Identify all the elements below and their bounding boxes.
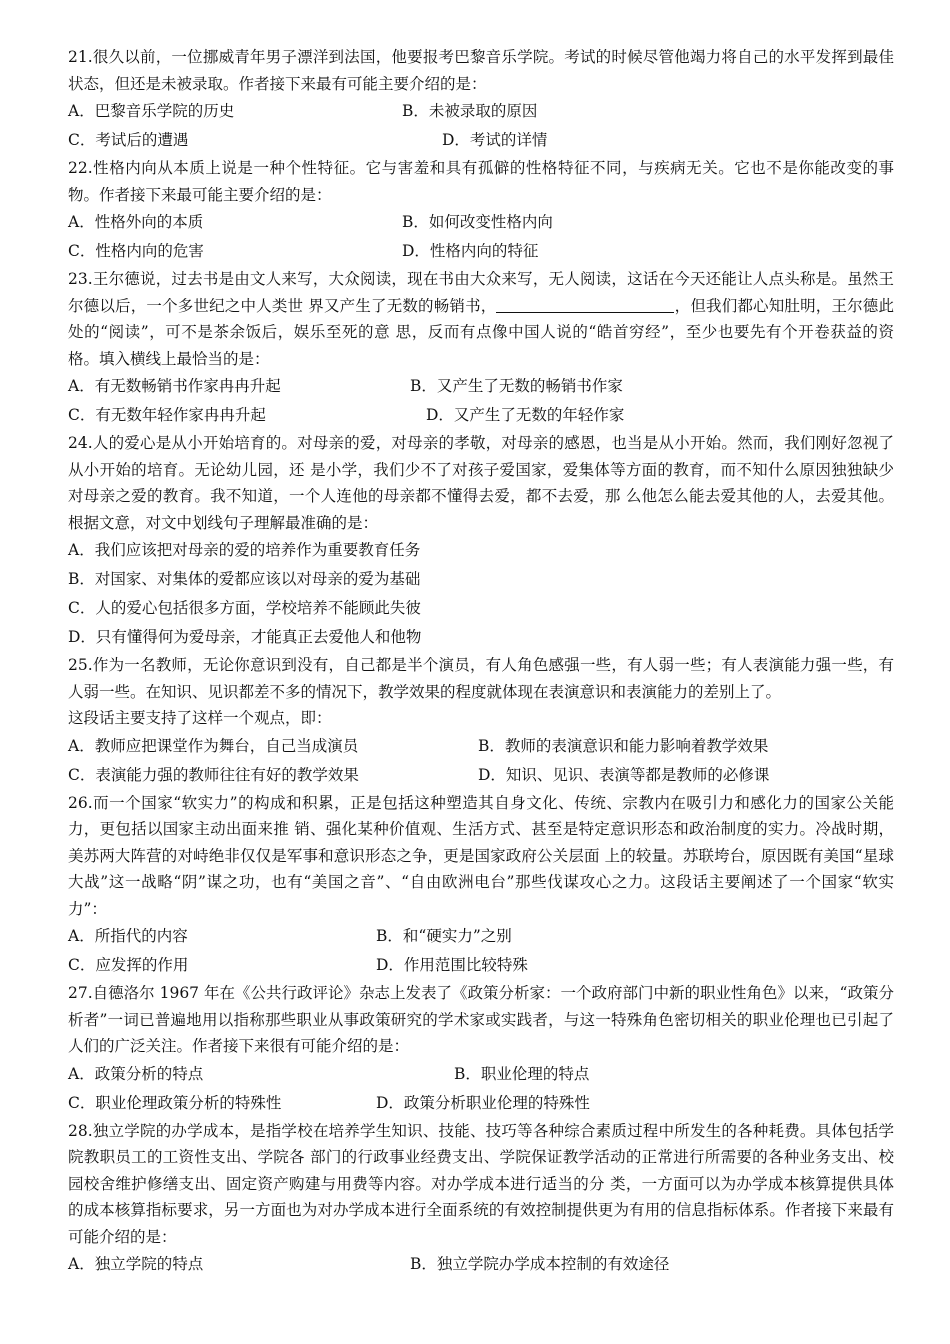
question-25-options-row2 [68,761,894,790]
option-21-b: B．未被录取的原因 [402,102,538,121]
option-24-d-row [68,623,894,652]
option-27-a: A．政策分析的特点 [68,1064,204,1083]
question-25-prompt: 这段话主要支持了这样一个观点，即： [68,709,332,727]
option-24-c-row [68,594,894,623]
question-23-stem [68,266,894,372]
option-27-c: C．职业伦理政策分析的特殊性 [68,1093,282,1112]
option-28-b: B．独立学院办学成本控制的有效途径 [410,1255,670,1274]
option-27-b: B．职业伦理的特点 [454,1064,590,1083]
option-25-d: D．知识、见识、表演等都是教师的必修课 [478,765,770,784]
exam-page [68,44,894,1279]
option-24-c: C．人的爱心包括很多方面，学校培养不能顾此失彼 [68,599,421,618]
question-28-stem: 28.独立学院的办学成本，是指学校在培养学生知识、技能、技巧等各种综合素质过程中所发生的各种耗费。具体包括学院教职员工的工资性支出、学院各 部门的行政事业经费支出、学院保证教学活动的正常进行所需要的各种业务支出、校园校舍维护修缮支出、固定资产购建与用费等内容。对办学成本进行适当的分 类，一方面可以为办学成本核算提供具体的成本核算指标要求，另一方面也为对办学成本进行全面系统的有效控制提供更为有用的信息指标体系。作者接下来最有可能介绍的是： [68,1121,894,1246]
option-25-c: C．表演能力强的教师往往有好的教学效果 [68,765,359,784]
question-22-options-row1 [68,208,894,237]
option-24-b-row [68,565,894,594]
option-21-a: A．巴黎音乐学院的历史 [68,102,235,121]
option-24-a: A．我们应该把对母亲的爱的培养作为重要教育任务 [68,541,421,560]
question-21-options-row2 [68,126,894,155]
option-23-b: B．又产生了无数的畅销书作家 [410,377,623,396]
option-23-d: D．又产生了无数的年轻作家 [426,406,625,425]
question-21-stem: 21.很久以前，一位挪威青年男子漂洋到法国，他要报考巴黎音乐学院。考试的时候尽管他竭力将自己的水平发挥到最佳状态，但还是未被录取。作者接下来最有可能主要介绍的是： [68,48,894,93]
option-23-c: C．有无数年轻作家冉冉升起 [68,406,266,425]
option-25-a: A．教师应把课堂作为舞台，自己当成演员 [68,736,359,755]
option-25-b: B．教师的表演意识和能力影响着教学效果 [478,736,769,755]
option-21-c: C．考试后的遭遇 [68,131,189,150]
question-28-options-row1 [68,1250,894,1279]
question-27-options-row2 [68,1089,894,1118]
option-22-a: A．性格外向的本质 [68,213,204,232]
question-22-stem: 22.性格内向从本质上说是一种个性特征。它与害羞和具有孤僻的性格特征不同，与疾病无关。它也不是你能改变的事物。作者接下来最可能主要介绍的是： [68,159,894,204]
option-22-b: B．如何改变性格内向 [402,213,553,232]
option-26-c: C．应发挥的作用 [68,956,189,975]
option-24-b: B．对国家、对集体的爱都应该以对母亲的爱为基础 [68,570,421,589]
option-21-d: D．考试的详情 [442,131,548,150]
option-22-c: C．性格内向的危害 [68,242,204,261]
question-24-stem: 24.人的爱心是从小开始培育的。对母亲的爱，对母亲的孝敬，对母亲的感恩，也当是从小开始。然而，我们刚好忽视了从小开始的培育。无论幼儿园，还 是小学，我们少不了对孩子爱国家，爱集体等方面的教育，而不知什么原因独独缺少对母亲之爱的教育。我不知道，一个人连他的母亲都不懂得去爱，都不去爱，那 么他怎么能去爱其他的人，去爱其他。根据文意，对文中划线句子理解最准确的是： [68,434,894,532]
question-26-options-row2 [68,951,894,980]
question-23-options-row1 [68,372,894,401]
option-24-d: D．只有懂得何为爱母亲，才能真正去爱他人和他物 [68,628,422,647]
question-25-options-row1 [68,732,894,761]
question-22-options-row2 [68,237,894,266]
question-23-options-row2 [68,401,894,430]
question-26-options-row1 [68,922,894,951]
fill-in-blank [496,296,674,313]
question-21-options-row1 [68,97,894,126]
option-28-a: A．独立学院的特点 [68,1255,204,1274]
option-26-d: D．作用范围比较特殊 [376,956,528,975]
option-26-a: A．所指代的内容 [68,927,188,946]
option-27-d: D．政策分析职业伦理的特殊性 [376,1093,590,1112]
question-27-stem: 27.自德洛尔 1967 年在《公共行政评论》杂志上发表了《政策分析家：一个政府部门中新的职业性角色》以来，“政策分析者”一词已普遍地用以指称那些职业从事政策研究的学术家或实践者，与这一特殊角色密切相关的职业伦理也已引起了人们的广泛关注。作者接下来很有可能介绍的是： [68,984,894,1055]
option-22-d: D．性格内向的特征 [402,242,539,261]
question-27-options-row1 [68,1060,894,1089]
option-23-a: A．有无数畅销书作家冉冉升起 [68,377,281,396]
question-23-stem-after: ，但我们都心知肚明，王尔德此处的“阅读”，可不是茶余饭后，娱乐至死的意 思，反而有点像中国人说的“皓首穷经”，至少也要先有个开卷获益的资格。填入横线上最恰当的是： [68,296,894,368]
option-24-a-row [68,536,894,565]
question-23-stem-before: 23.王尔德说，过去书是由文人来写，大众阅读，现在书由大众来写，无人阅读，这话在今天还能让人点头称是。虽然王尔德以后，一个多世纪之中人类世 界又产生了无数的畅销书， [68,270,894,315]
question-26-stem: 26.而一个国家“软实力”的构成和积累，正是包括这种塑造其自身文化、传统、宗教内在吸引力和感化力的国家公关能力，更包括以国家主动出面来推 销、强化某种价值观、生活方式、甚至是特定意识形态和政治制度的实力。冷战时期，美苏两大阵营的对峙绝非仅仅是军事和意识形态之争，更是国家政府公关层面 上的较量。苏联垮台，原因既有美国“星球大战”这一战略“阴”谋之功，也有“美国之音”、“自由欧洲电台”那些伐谋攻心之力。这段话主要阐述了一个国家“软实力”： [68,793,894,918]
question-25-stem: 25.作为一名教师，无论你意识到没有，自己都是半个演员，有人角色感强一些，有人弱一些；有人表演能力强一些，有人弱一些。在知识、见识都差不多的情况下，教学效果的程度就体现在表演意识和表演能力的差别上了。 [68,656,894,701]
option-26-b: B．和“硬实力”之别 [376,927,512,946]
